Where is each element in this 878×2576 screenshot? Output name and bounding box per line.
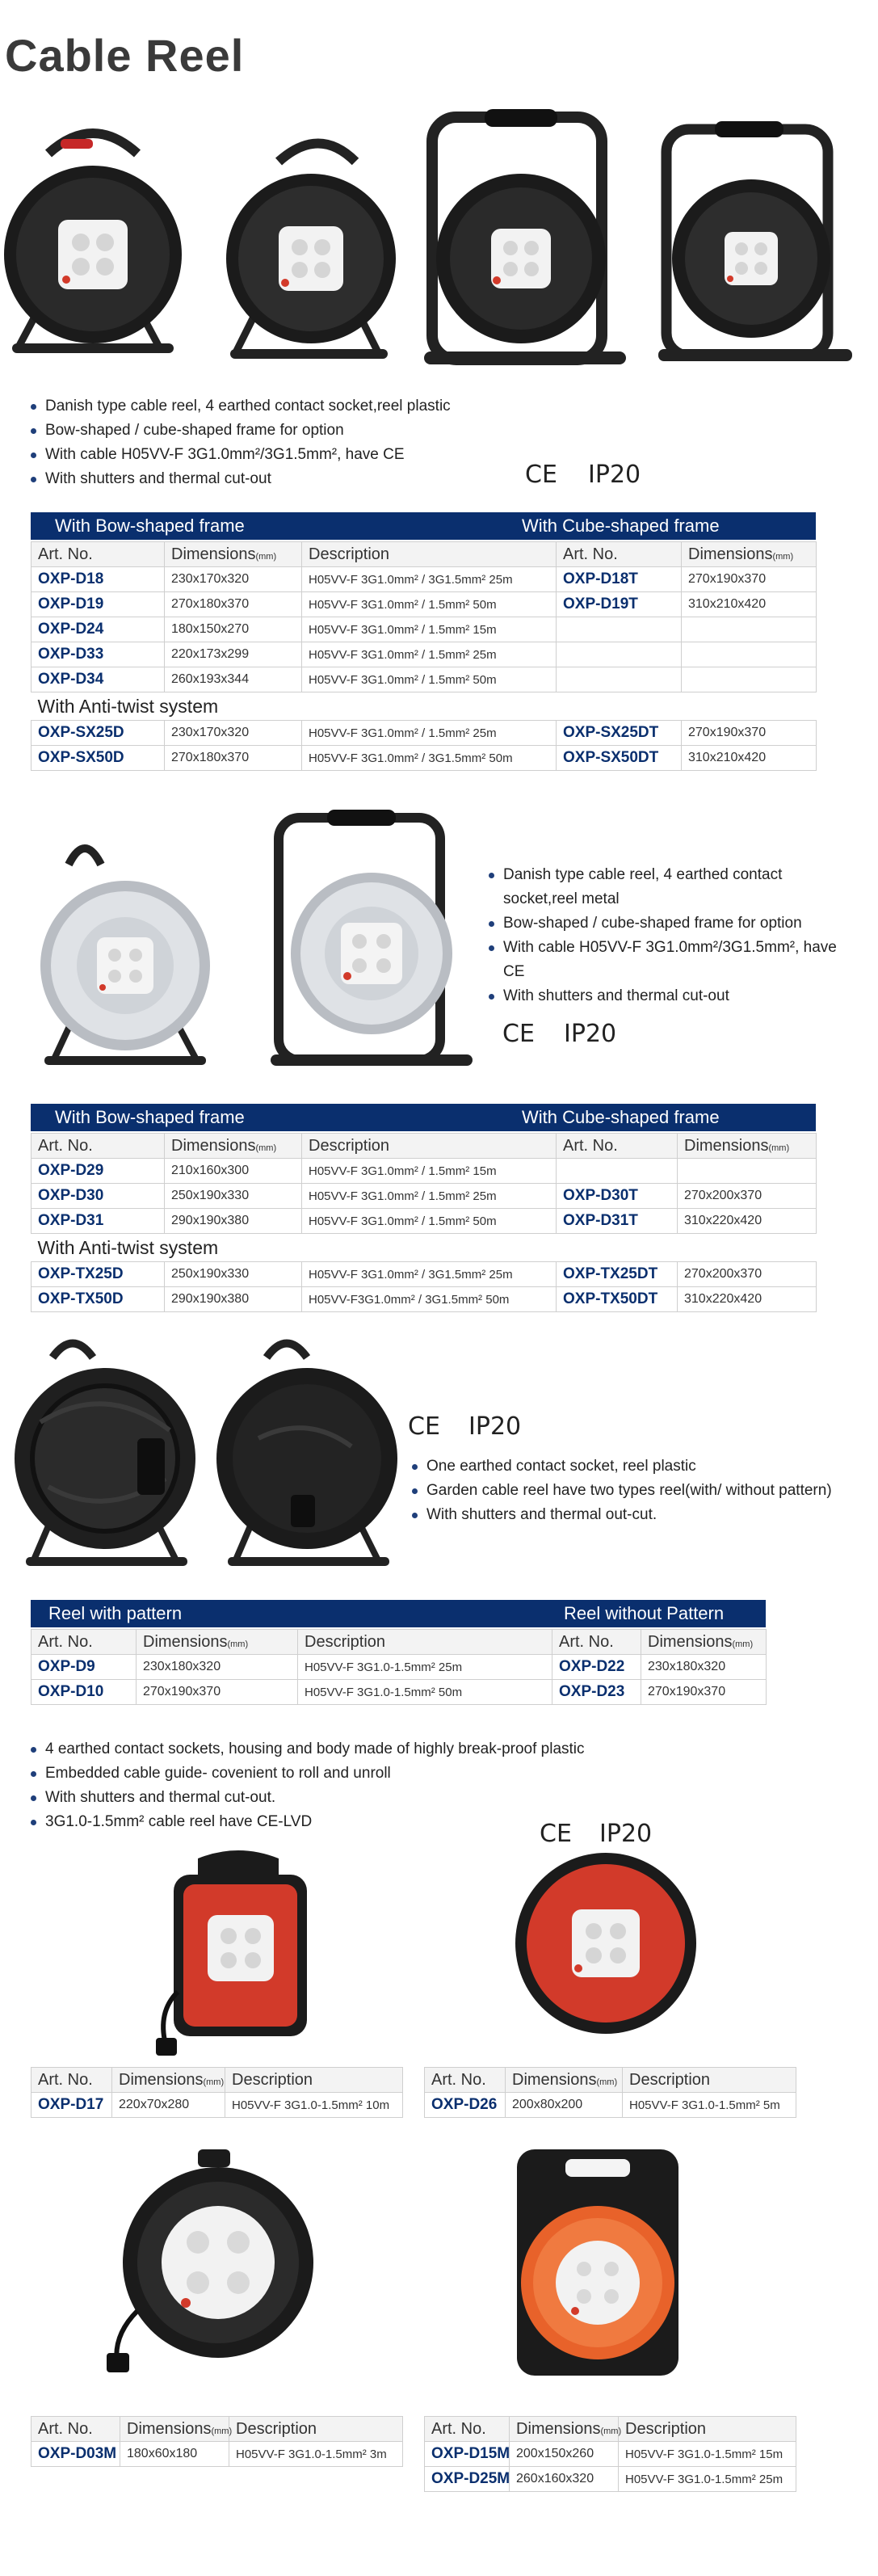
dimensions-cell: 270x190x370 xyxy=(682,567,817,592)
art-no-cell: OXP-D31T xyxy=(557,1209,678,1234)
table-row xyxy=(32,1184,817,1209)
column-header: Art. No. xyxy=(552,1630,641,1655)
feature-item: Danish type cable reel, 4 earthed contact socket,reel plastic xyxy=(31,394,531,419)
dimensions-cell: 230x180x320 xyxy=(641,1655,767,1680)
dimensions-cell: 270x190x370 xyxy=(682,721,817,746)
ip-rating: IP20 xyxy=(564,1020,617,1048)
feature-item: With shutters and thermal cut-out xyxy=(31,467,531,491)
product-photo-cube-reel-1 xyxy=(416,109,634,384)
description-cell: H05VV-F 3G1.0-1.5mm² 25m xyxy=(619,2467,796,2492)
table-subheading xyxy=(32,692,817,721)
header-label: Dimensions xyxy=(127,2419,212,2438)
table-header-row xyxy=(32,2417,403,2442)
description-cell: H05VV-F 3G1.0mm² / 1.5mm² 25m xyxy=(302,721,557,746)
bar-left-title: With Bow-shaped frame xyxy=(55,1107,245,1127)
table-header-row xyxy=(32,2068,403,2093)
unit-label: (mm) xyxy=(211,2426,233,2436)
art-no-cell: OXP-SX50DT xyxy=(557,746,682,771)
description-cell: H05VV-F 3G1.0-1.5mm² 25m xyxy=(298,1655,552,1680)
feature-item: With shutters and thermal cut-out xyxy=(489,984,852,1008)
feature-item: Bow-shaped / cube-shaped frame for option xyxy=(31,419,531,443)
table-row xyxy=(32,1262,817,1287)
dimensions-cell: 230x170x320 xyxy=(165,721,302,746)
description-cell: H05VV-F 3G1.0-1.5mm² 15m xyxy=(619,2442,796,2467)
art-no-cell: OXP-SX25DT xyxy=(557,721,682,746)
dimensions-cell: 210x160x300 xyxy=(165,1159,302,1184)
col-header-dim2 xyxy=(682,542,817,567)
description-cell: H05VV-F 3G1.0-1.5mm² 3m xyxy=(229,2442,403,2467)
description-cell: H05VV-F 3G1.0mm² / 1.5mm² 15m xyxy=(302,617,557,642)
product-photo-black-round-reel xyxy=(105,2149,323,2376)
product-photo-cube-reel-2 xyxy=(650,121,860,380)
art-no-cell: OXP-D24 xyxy=(32,617,165,642)
column-header: Description xyxy=(302,1134,557,1159)
dimensions-cell xyxy=(678,1159,817,1184)
art-no-cell: OXP-D18 xyxy=(32,567,165,592)
art-no-cell: OXP-D19 xyxy=(32,592,165,617)
bar-right-title: With Cube-shaped frame xyxy=(522,516,720,536)
table-header-row xyxy=(425,2417,796,2442)
art-no-cell: OXP-D19T xyxy=(557,592,682,617)
art-no-cell: OXP-D33 xyxy=(32,642,165,667)
dimensions-cell: 270x190x370 xyxy=(641,1680,767,1705)
spec-table xyxy=(424,2067,796,2118)
bar-right-title: With Cube-shaped frame xyxy=(522,1107,720,1127)
feature-item: 3G1.0-1.5mm² cable reel have CE-LVD xyxy=(31,1810,661,1834)
art-no-cell: OXP-D30 xyxy=(32,1184,165,1209)
feature-item: With cable H05VV-F 3G1.0mm²/3G1.5mm², have CE xyxy=(489,936,852,984)
column-header: Description xyxy=(298,1630,552,1655)
dimensions-cell: 200x150x260 xyxy=(510,2442,619,2467)
unit-label: (mm) xyxy=(203,2077,225,2087)
table-row xyxy=(32,1159,817,1184)
column-header xyxy=(641,1630,767,1655)
art-no-cell: OXP-D23 xyxy=(552,1680,641,1705)
dimensions-cell: 220x173x299 xyxy=(165,642,302,667)
feature-list xyxy=(412,1454,872,1527)
dimensions-cell xyxy=(682,617,817,642)
feature-item: 4 earthed contact sockets, housing and body made of highly break-proof plastic xyxy=(31,1737,661,1762)
column-header: Description xyxy=(623,2068,796,2093)
header-label: Dimensions xyxy=(516,2419,601,2438)
col-header-dim xyxy=(165,542,302,567)
header-label: Dimensions xyxy=(119,2070,204,2089)
header-label: Dimensions xyxy=(171,545,256,563)
table-cell: With Anti-twist system xyxy=(32,1234,817,1262)
description-cell: H05VV-F 3G1.0mm² / 1.5mm² 15m xyxy=(302,1159,557,1184)
table-row xyxy=(32,2093,403,2118)
description-cell: H05VV-F3G1.0mm² / 3G1.5mm² 50m xyxy=(302,1287,557,1312)
description-cell: H05VV-F 3G1.0-1.5mm² 10m xyxy=(225,2093,403,2118)
dimensions-cell: 260x193x344 xyxy=(165,667,302,692)
table-header-row xyxy=(32,542,817,567)
column-header: Art. No. xyxy=(32,1134,165,1159)
column-header: Art. No. xyxy=(32,2068,112,2093)
art-no-cell xyxy=(557,1159,678,1184)
product-photo-garden-reel-1 xyxy=(8,1333,202,1576)
art-no-cell: OXP-D34 xyxy=(32,667,165,692)
art-no-cell: OXP-TX50D xyxy=(32,1287,165,1312)
description-cell: H05VV-F 3G1.0-1.5mm² 50m xyxy=(298,1680,552,1705)
description-cell: H05VV-F 3G1.0mm² / 1.5mm² 50m xyxy=(302,1209,557,1234)
spec-table xyxy=(31,1629,767,1705)
table-row xyxy=(32,746,817,771)
dimensions-cell: 260x160x320 xyxy=(510,2467,619,2492)
art-no-cell xyxy=(557,667,682,692)
header-label: Dimensions xyxy=(171,1136,256,1155)
table-header-row xyxy=(425,2068,796,2093)
col-header-art: Art. No. xyxy=(32,542,165,567)
art-no-cell: OXP-D30T xyxy=(557,1184,678,1209)
dimensions-cell: 310x210x420 xyxy=(682,746,817,771)
description-cell: H05VV-F 3G1.0mm² / 3G1.5mm² 50m xyxy=(302,746,557,771)
dimensions-cell: 270x200x370 xyxy=(678,1184,817,1209)
product-photo-round-red-reel xyxy=(509,1842,695,2052)
col-header-art2: Art. No. xyxy=(557,542,682,567)
unit-label: (mm) xyxy=(227,1639,249,1649)
dimensions-cell: 180x60x180 xyxy=(120,2442,229,2467)
table-row xyxy=(32,592,817,617)
page-title: Cable Reel xyxy=(5,30,245,81)
art-no-cell xyxy=(557,642,682,667)
header-label: Dimensions xyxy=(512,2070,597,2089)
description-cell: H05VV-F 3G1.0mm² / 3G1.5mm² 25m xyxy=(302,1262,557,1287)
feature-item: Embedded cable guide- covenient to roll and unroll xyxy=(31,1762,661,1786)
header-label: Dimensions xyxy=(143,1632,228,1651)
header-label: Dimensions xyxy=(688,545,773,563)
table-header-row xyxy=(32,1630,767,1655)
column-header: Art. No. xyxy=(557,1134,678,1159)
section-header-bar xyxy=(31,1600,766,1627)
feature-list xyxy=(31,394,531,491)
column-header xyxy=(506,2068,623,2093)
column-header xyxy=(510,2417,622,2442)
table-cell: With Anti-twist system xyxy=(32,692,817,721)
unit-label: (mm) xyxy=(732,1639,754,1649)
dimensions-cell: 270x200x370 xyxy=(678,1262,817,1287)
dimensions-cell: 230x180x320 xyxy=(137,1655,298,1680)
feature-item: Garden cable reel have two types reel(with/ without pattern) xyxy=(412,1479,872,1503)
art-no-cell: OXP-D17 xyxy=(32,2093,112,2118)
dimensions-cell: 200x80x200 xyxy=(506,2093,623,2118)
dimensions-cell: 250x190x330 xyxy=(165,1184,302,1209)
table-row xyxy=(32,1680,767,1705)
table-row xyxy=(32,642,817,667)
spec-table xyxy=(31,2067,403,2118)
art-no-cell: OXP-D15M xyxy=(425,2442,510,2467)
column-header: Description xyxy=(229,2417,403,2442)
dimensions-cell: 290x190x380 xyxy=(165,1209,302,1234)
feature-item: With shutters and thermal out-cut. xyxy=(412,1503,872,1527)
column-header: Art. No. xyxy=(425,2417,510,2442)
table-header-row xyxy=(32,1134,817,1159)
art-no-cell: OXP-SX25D xyxy=(32,721,165,746)
product-photo-metal-reel-1 xyxy=(24,832,226,1075)
art-no-cell xyxy=(557,617,682,642)
table-row xyxy=(32,617,817,642)
feature-item: With shutters and thermal cut-out. xyxy=(31,1786,661,1810)
column-header xyxy=(120,2417,233,2442)
unit-label: (mm) xyxy=(600,2426,622,2436)
art-no-cell: OXP-SX50D xyxy=(32,746,165,771)
ip-rating: IP20 xyxy=(468,1412,522,1441)
ce-mark: CE xyxy=(525,461,557,489)
product-photo-garden-reel-2 xyxy=(210,1333,404,1576)
col-header-desc: Description xyxy=(302,542,557,567)
column-header xyxy=(137,1630,298,1655)
feature-list xyxy=(489,863,852,1008)
art-no-cell: OXP-TX25DT xyxy=(557,1262,678,1287)
feature-item: With cable H05VV-F 3G1.0mm²/3G1.5mm², have CE xyxy=(31,443,531,467)
dimensions-cell: 270x180x370 xyxy=(165,746,302,771)
ip-rating: IP20 xyxy=(588,461,641,489)
column-header: Art. No. xyxy=(32,1630,137,1655)
dimensions-cell: 230x170x320 xyxy=(165,567,302,592)
spec-table xyxy=(31,541,817,771)
spec-table xyxy=(424,2416,796,2492)
column-header: Art. No. xyxy=(32,2417,120,2442)
table-row xyxy=(32,2442,403,2467)
dimensions-cell xyxy=(682,642,817,667)
column-header xyxy=(165,1134,302,1159)
art-no-cell: OXP-TX50DT xyxy=(557,1287,678,1312)
unit-label: (mm) xyxy=(768,1143,790,1153)
column-header: Art. No. xyxy=(425,2068,506,2093)
dimensions-cell: 310x220x420 xyxy=(678,1287,817,1312)
feature-item: Bow-shaped / cube-shaped frame for option xyxy=(489,911,852,936)
bar-left-title: With Bow-shaped frame xyxy=(55,516,245,536)
product-photo-bow-reel-1 xyxy=(0,121,186,364)
ce-mark: CE xyxy=(502,1020,535,1048)
unit-label: (mm) xyxy=(772,551,794,562)
product-photo-metal-reel-2 xyxy=(258,808,485,1083)
column-header: Description xyxy=(225,2068,403,2093)
dimensions-cell: 270x190x370 xyxy=(137,1680,298,1705)
ce-mark: CE xyxy=(408,1412,440,1441)
description-cell: H05VV-F 3G1.0-1.5mm² 5m xyxy=(623,2093,796,2118)
table-row xyxy=(32,1209,817,1234)
feature-item: One earthed contact socket, reel plastic xyxy=(412,1454,872,1479)
column-header xyxy=(112,2068,225,2093)
column-header xyxy=(678,1134,817,1159)
bar-right-title: Reel without Pattern xyxy=(564,1603,725,1623)
unit-label: (mm) xyxy=(596,2077,618,2087)
art-no-cell: OXP-D10 xyxy=(32,1680,137,1705)
description-cell: H05VV-F 3G1.0mm² / 1.5mm² 25m xyxy=(302,1184,557,1209)
table-row xyxy=(32,567,817,592)
art-no-cell: OXP-D22 xyxy=(552,1655,641,1680)
dimensions-cell xyxy=(682,667,817,692)
ip-rating: IP20 xyxy=(599,1820,653,1848)
unit-label: (mm) xyxy=(255,551,277,562)
table-row xyxy=(32,721,817,746)
art-no-cell: OXP-D03M xyxy=(32,2442,120,2467)
spec-table xyxy=(31,2416,403,2467)
description-cell: H05VV-F 3G1.0mm² / 1.5mm² 25m xyxy=(302,642,557,667)
art-no-cell: OXP-D29 xyxy=(32,1159,165,1184)
feature-item: Danish type cable reel, 4 earthed contact socket,reel metal xyxy=(489,863,852,911)
dimensions-cell: 180x150x270 xyxy=(165,617,302,642)
table-row xyxy=(32,1287,817,1312)
art-no-cell: OXP-TX25D xyxy=(32,1262,165,1287)
description-cell: H05VV-F 3G1.0mm² / 3G1.5mm² 25m xyxy=(302,567,557,592)
ce-mark: CE xyxy=(540,1820,572,1848)
section-header-bar xyxy=(31,512,816,540)
dimensions-cell: 290x190x380 xyxy=(165,1287,302,1312)
table-subheading xyxy=(32,1234,817,1262)
product-photo-bow-reel-2 xyxy=(214,129,400,372)
spec-table xyxy=(31,1133,817,1312)
dimensions-cell: 270x180x370 xyxy=(165,592,302,617)
product-photo-orange-case-reel xyxy=(501,2141,695,2384)
description-cell: H05VV-F 3G1.0mm² / 1.5mm² 50m xyxy=(302,592,557,617)
table-row xyxy=(32,1655,767,1680)
dimensions-cell: 220x70x280 xyxy=(112,2093,225,2118)
table-row xyxy=(425,2467,796,2492)
dimensions-cell: 250x190x330 xyxy=(165,1262,302,1287)
art-no-cell: OXP-D26 xyxy=(425,2093,506,2118)
dimensions-cell: 310x210x420 xyxy=(682,592,817,617)
dimensions-cell: 310x220x420 xyxy=(678,1209,817,1234)
header-label: Dimensions xyxy=(648,1632,733,1651)
description-cell: H05VV-F 3G1.0mm² / 1.5mm² 50m xyxy=(302,667,557,692)
header-label: Dimensions xyxy=(684,1136,769,1155)
product-photo-red-case-reel xyxy=(149,1850,327,2060)
unit-label: (mm) xyxy=(255,1143,277,1153)
art-no-cell: OXP-D31 xyxy=(32,1209,165,1234)
table-row xyxy=(32,667,817,692)
art-no-cell: OXP-D9 xyxy=(32,1655,137,1680)
table-row xyxy=(425,2442,796,2467)
bar-left-title: Reel with pattern xyxy=(48,1603,183,1623)
art-no-cell: OXP-D25M xyxy=(425,2467,510,2492)
column-header: Description xyxy=(619,2417,796,2442)
art-no-cell: OXP-D18T xyxy=(557,567,682,592)
section-header-bar xyxy=(31,1104,816,1131)
table-row xyxy=(425,2093,796,2118)
